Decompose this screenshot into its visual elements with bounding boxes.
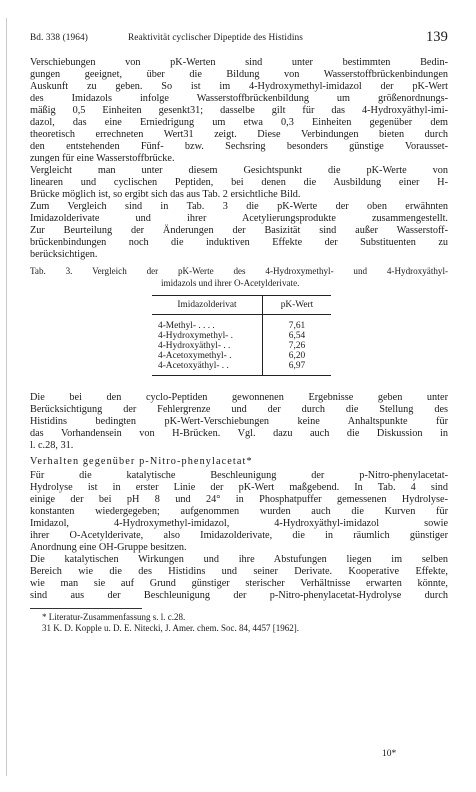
- paragraph-cyclo-peptides: [30, 392, 448, 452]
- text-line: den entstehenden Fünf- bzw. Sechsring besonders günstige Vorausset-: [30, 141, 448, 152]
- footnote: * Literatur-Zusammenfassung s. l. c.28.: [42, 612, 186, 622]
- footnote-rule: [30, 608, 142, 609]
- table-row: [152, 351, 331, 361]
- table-caption: Tab. 3. Vergleich der pK-Werte des 4-Hydroxymethyl- und 4-Hydroxyäthyl-: [30, 266, 448, 276]
- text-line: wie man sie auf Grund günstiger sterischer Verhältnisse erwarten könnte,: [30, 578, 448, 589]
- paragraph-pk-shifts: [30, 57, 448, 165]
- journal-volume: Bd. 338 (1964): [30, 33, 88, 43]
- paragraph-hydrolysis: [30, 470, 448, 554]
- text-line: ihrer O-Acetylderivate, also Imidazolderivate, die in räumlich günstiger: [30, 530, 448, 541]
- pk-cell: 6,97: [263, 361, 332, 376]
- pk-cell: 6,54: [288, 331, 306, 341]
- text-line: gungen geeignet, über die Bildung von Wasserstoffbrückenbindungen: [30, 69, 448, 80]
- text-line: Die bei den cyclo-Peptiden gewonnenen Ergebnisse geben unter: [30, 392, 448, 403]
- text-line: konstanten wiedergegeben; aufgenommen wurden auch die Kurven für: [30, 506, 448, 517]
- text-line: theoretisch errechneten Wert31 zeigt. Diese Verbindungen bieten durch: [30, 129, 448, 140]
- text-line: Auskunft zu geben. So ist im 4-Hydroxymethyl-imidazol der pK-Wert: [30, 81, 448, 92]
- table-3: [30, 265, 448, 376]
- column-header-pk: pK-Wert: [263, 296, 332, 315]
- table-row: [152, 361, 331, 376]
- table-caption-continued: imidazols und ihrer O-Acetylderivate.: [161, 278, 300, 288]
- text-line: Für die katalytische Beschleunigung der p-Nitro-phenylacetat-: [30, 470, 448, 481]
- pk-cell: 6,20: [288, 351, 306, 361]
- text-line: brückenbindungen noch die induktiven Effekte der Substituenten zu: [30, 237, 448, 248]
- text-line: Anordnung eine OH-Gruppe besitzen.: [30, 542, 187, 553]
- text-line: Die katalytischen Wirkungen und ihre Abstufungen liegen im selben: [30, 554, 448, 565]
- text-line: Zur Beurteilung der Änderungen der Basizität sind außer Wasserstoff-: [30, 225, 448, 236]
- table-row: [152, 315, 331, 332]
- text-line: l. c.28, 31.: [30, 440, 74, 451]
- text-line: sind aus der Beschleunigung der p-Nitro-phenylacetat-Hydrolyse durch: [30, 590, 448, 601]
- page-number: 139: [425, 29, 448, 45]
- text-line: berücksichtigen.: [30, 249, 98, 260]
- text-line: Imidazol, 4-Hydroxymethyl-imidazol, 4-Hydroxyäthyl-imidazol sowie: [30, 518, 448, 529]
- paragraph-catalytic-effects: [30, 554, 448, 602]
- text-line: Berücksichtigung der Fehlergrenze und der durch die Stellung des: [30, 404, 448, 415]
- text-line: Verschiebungen von pK-Werten sind unter bestimmten Bedin-: [30, 57, 448, 68]
- text-line: Brücke möglich ist, so ergibt sich das aus Tab. 2 ersichtliche Bild.: [30, 189, 301, 200]
- text-line: Zum Vergleich sind in Tab. 3 die pK-Werte der oben erwähnten: [30, 201, 448, 212]
- running-head: [30, 29, 448, 49]
- signature-mark: 10*: [382, 749, 397, 759]
- text-line: des Imidazols infolge Wasserstoffbrückenbildung um größenordnungs-: [30, 93, 448, 104]
- table-row: [152, 331, 331, 341]
- text-line: mäßig 0,5 Einheiten gesenkt31; dasselbe gilt für das 4-Hydroxyäthyl-imi-: [30, 105, 448, 116]
- derivative-cell: 4-Hydroxymethyl- .: [152, 331, 263, 341]
- text-line: das Vorhandensein von H-Brücken. Vgl. dazu auch die Diskussion in: [30, 428, 448, 439]
- paragraph-peptide-comparison: [30, 165, 448, 201]
- table-row: [152, 341, 331, 351]
- text-line: Vergleicht man unter diesem Gesichtspunkt die pK-Werte von: [30, 165, 448, 176]
- text-line: einige der bei pH 8 und 24° in Phosphatpuffer gemessenen Hydrolyse-: [30, 494, 448, 505]
- pk-cell: 7,61: [288, 321, 306, 331]
- text-line: zungen für eine Wasserstoffbrücke.: [30, 153, 175, 164]
- margin-rule: [6, 18, 7, 776]
- derivative-cell: 4-Acetoxymethyl- .: [152, 351, 263, 361]
- paragraph-table-reference: [30, 201, 448, 261]
- text-line: Histidins bedingten pK-Wert-Verschiebungen keine Anhaltspunkte für: [30, 416, 448, 427]
- article-title: Reaktivität cyclischer Dipeptide des Histidins: [128, 33, 304, 43]
- body-text: [30, 57, 448, 634]
- footnote: 31 K. D. Kopple u. D. E. Nitecki, J. Amer. chem. Soc. 84, 4457 [1962].: [42, 623, 299, 633]
- section-heading: Verhalten gegenüber p-Nitro-phenylacetat*: [30, 456, 253, 467]
- footnotes: [30, 612, 448, 634]
- derivative-cell: 4-Acetoxyäthyl- . .: [152, 361, 263, 376]
- text-line: linearen und cyclischen Peptiden, bei denen die Ausbildung einer H-: [30, 177, 448, 188]
- derivative-cell: 4-Hydroxyäthyl- . .: [152, 341, 263, 351]
- pk-value-table: [152, 295, 331, 376]
- text-line: dazol, das eine Erniedrigung um etwa 0,3 Einheiten gegenüber dem: [30, 117, 448, 128]
- text-line: Hydrolyse ist in erster Linie der pK-Wert maßgebend. In Tab. 4 sind: [30, 482, 448, 493]
- text-line: Bereich wie die des Histidins und seiner Derivate. Kooperative Effekte,: [30, 566, 448, 577]
- derivative-cell: 4-Methyl- . . . .: [152, 315, 263, 332]
- pk-cell: 7,26: [288, 341, 306, 351]
- column-header-derivative: Imidazolderivat: [152, 296, 263, 315]
- text-line: Imidazolderivate und ihrer Acetylierungsprodukte zusammengestellt.: [30, 213, 448, 224]
